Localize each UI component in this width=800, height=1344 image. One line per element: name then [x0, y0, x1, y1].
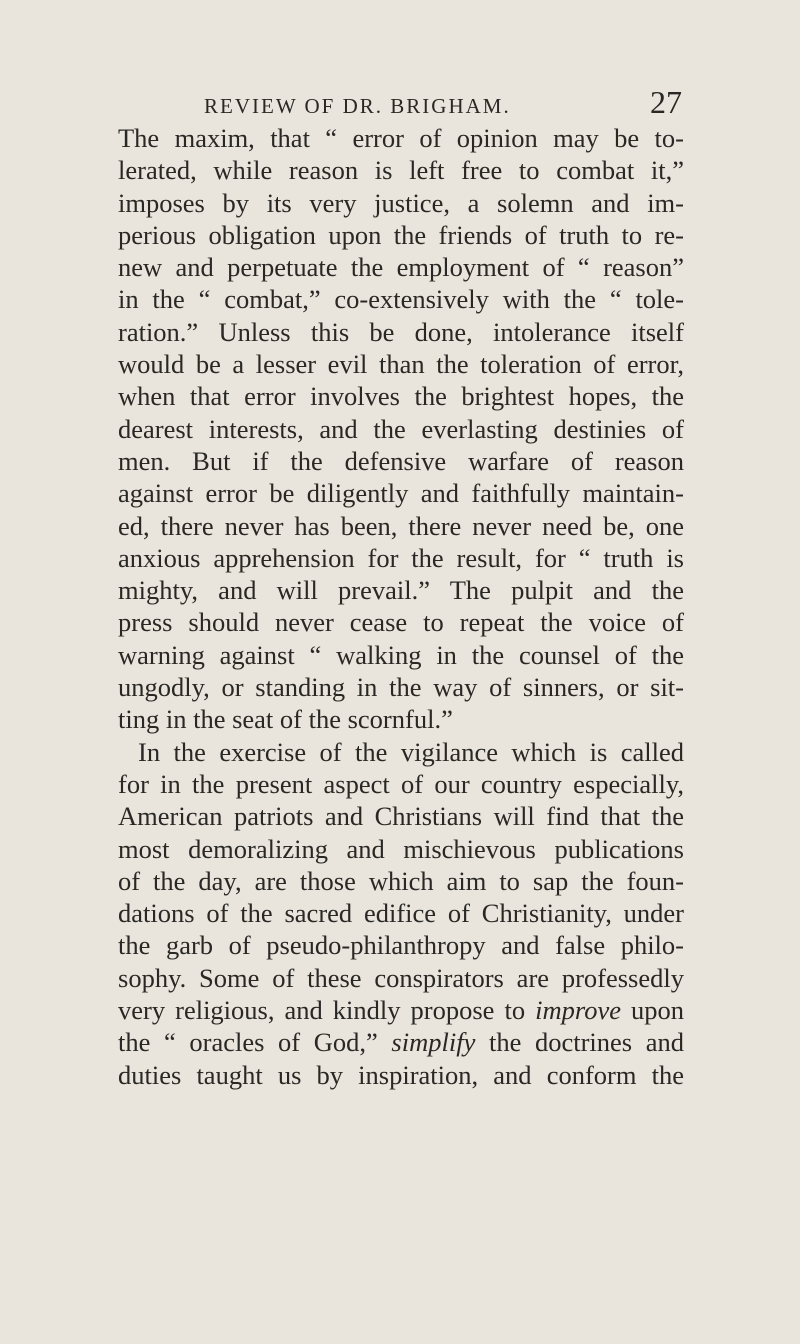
italic-word: improve — [535, 995, 621, 1026]
text-line: men. But if the defensive warfare of reason — [118, 445, 684, 476]
text-line: most demoralizing and mischievous publications — [118, 833, 684, 864]
text-segment: upon — [631, 995, 685, 1026]
text-line: ungodly, or standing in the way of sinners, or sit- — [118, 672, 684, 703]
text-line: warning against “ walking in the counsel of the — [118, 639, 684, 670]
text-line: imposes by its very justice, a solemn and im- — [118, 187, 684, 218]
text-segment: the “ oracles of God,” — [118, 1027, 378, 1058]
italic-word: simplify — [391, 1027, 476, 1058]
text-line: of the day, are those which aim to sap the foun- — [118, 865, 684, 896]
text-line: new and perpetuate the employment of “ reason” — [118, 252, 684, 283]
text-line: press should never cease to repeat the voice of — [118, 607, 684, 638]
text-line: lerated, while reason is left free to combat it,” — [118, 155, 684, 186]
text-line: ed, there never has been, there never need be, one — [118, 510, 684, 541]
text-line: sophy. Some of these conspirators are professedly — [118, 962, 684, 993]
text-line: ting in the seat of the scornful.” — [118, 704, 453, 735]
body-text — [118, 122, 684, 1091]
text-line: ration.” Unless this be done, intolerance itself — [118, 316, 684, 347]
text-line: mighty, and will prevail.” The pulpit and the — [118, 575, 684, 606]
text-line: perious obligation upon the friends of truth to re- — [118, 219, 684, 250]
text-line: in the “ combat,” co-extensively with the “ tole- — [118, 284, 684, 315]
text-segment: very religious, and kindly propose to — [118, 995, 526, 1026]
text-segment: the doctrines and — [488, 1027, 685, 1058]
text-line: for in the present aspect of our country especially, — [118, 768, 684, 799]
text-line-mixed — [118, 1026, 684, 1058]
text-line: dearest interests, and the everlasting destinies of — [118, 413, 684, 444]
running-head — [204, 86, 682, 126]
text-line: American patriots and Christians will find that the — [118, 801, 684, 832]
text-line: In the exercise of the vigilance which is called — [138, 736, 684, 767]
running-title: REVIEW OF DR. BRIGHAM. — [204, 94, 511, 118]
text-line-mixed — [118, 994, 684, 1026]
text-line: when that error involves the brightest hopes, the — [118, 381, 684, 412]
text-line: anxious apprehension for the result, for “ truth is — [118, 542, 684, 573]
text-line: the garb of pseudo-philanthropy and false philo- — [118, 930, 684, 961]
text-line: dations of the sacred edifice of Christianity, under — [118, 898, 684, 929]
page-number: 27 — [650, 84, 682, 120]
text-line: duties taught us by inspiration, and conform the — [118, 1059, 684, 1090]
text-line: The maxim, that “ error of opinion may be to- — [118, 123, 684, 153]
text-line: against error be diligently and faithfully maintain- — [118, 478, 684, 509]
text-line: would be a lesser evil than the toleration of error, — [118, 349, 684, 380]
